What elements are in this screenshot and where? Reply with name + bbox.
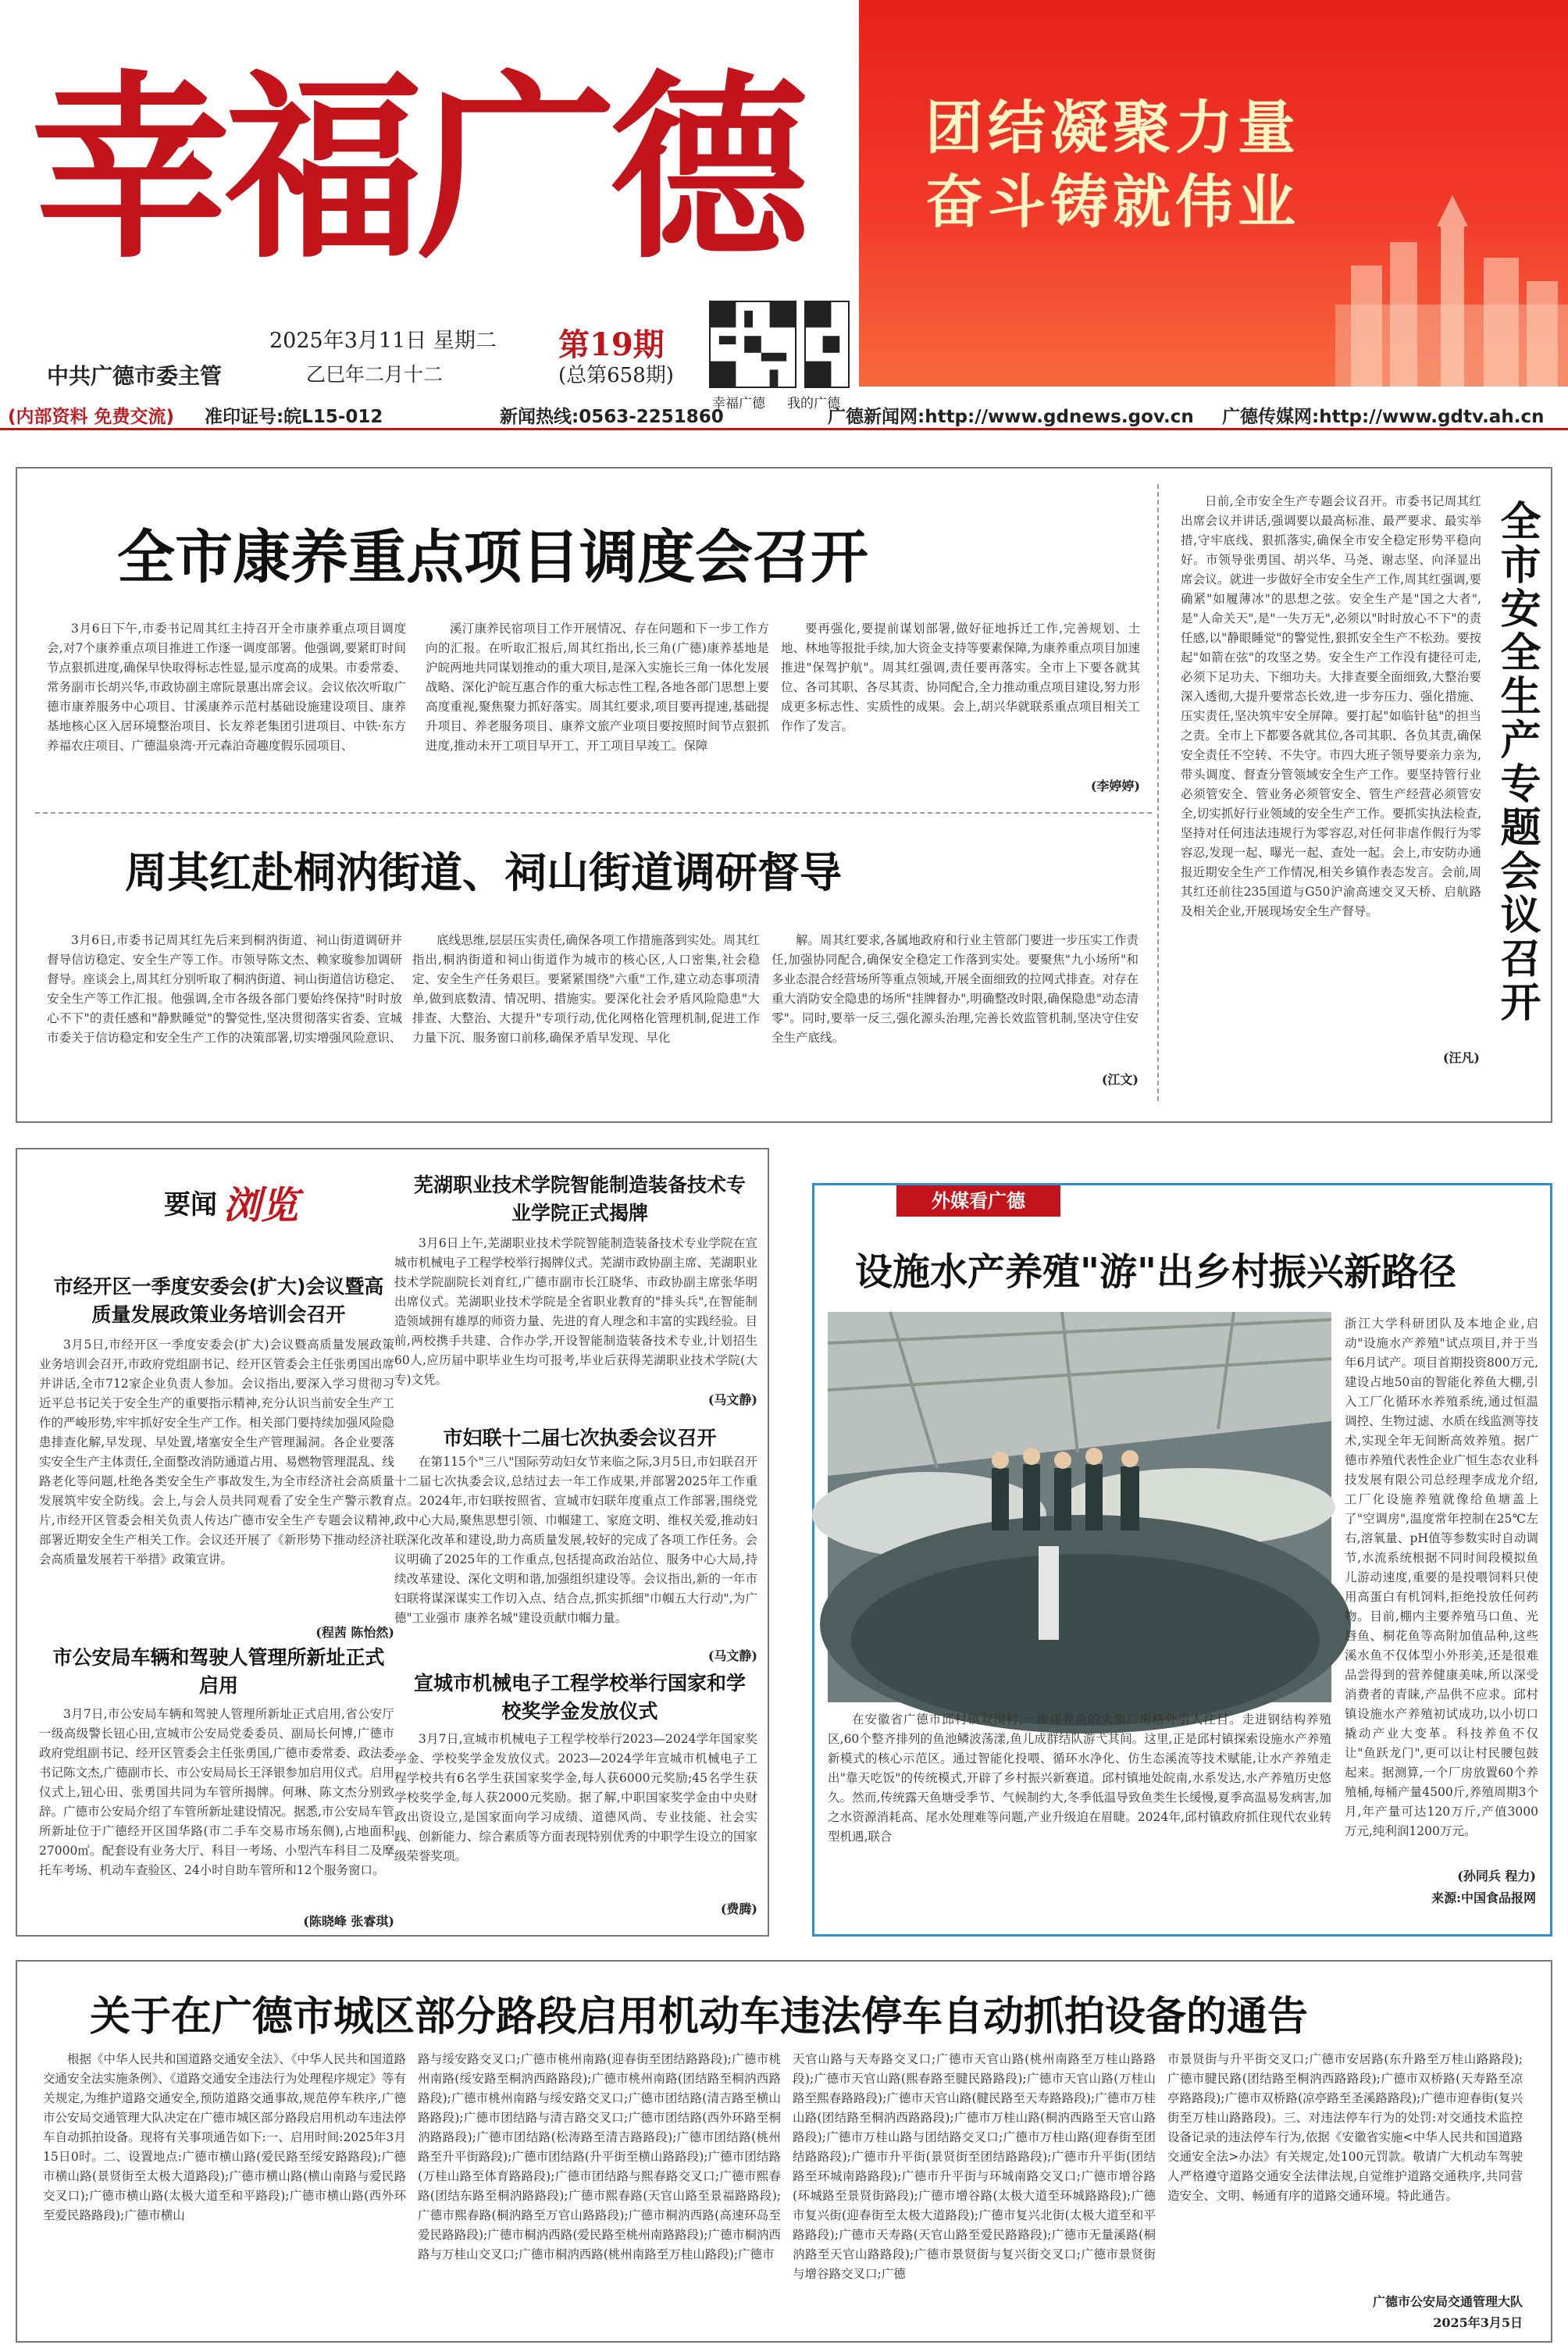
media-site-link[interactable]: 广德传媒网:http://www.gdtv.ah.cn: [1222, 407, 1545, 427]
fish-farm-photo: [828, 1312, 1331, 1702]
byline: (马文静): [707, 1648, 757, 1663]
distribution-note: (内部资料 免费交流): [8, 407, 175, 427]
brief-text: 3月5日,市经开区一季度安委会(扩大)会议暨高质量发展政策业务培训会召开,市政府党组副书记、经开区管委会主任张勇国出席并讲话,全市712家企业负责人参加。会议指出,要深入学习贯彻习近平总书记关于安全生产的重要指示精神,充分认识当前安全生产工作的严峻形势,牢牢抓好安全生产工作。相关部门要持续加强风险隐患排查化解,早发现、早处置,堵塞安全生产管理漏洞。各企业要落实安全生产主体责任,全面整改消防通道占用、易燃物管理混乱、线路老化等问题,杜绝各类安全生产事故发生,为全市经济社会高质量发展筑牢安全防线。会上,与会人员共同观看了安全生产警示教育片,市经开区管委会相关负责人传达广德市安全生产专题会议精神,部署近期安全生产相关工作。会议还开展了《新形势下推动经济社会高质量发展若干举措》政策宣讲。: [39, 1338, 394, 1566]
notice-headline: 关于在广德市城区部分路段启用机动车违法停车自动抓拍设备的通告: [90, 1994, 1309, 2040]
notice-column: 市景贤街与升平街交叉口;广德市安居路(东升路至万桂山路路段);广德市腱民路(团结路至桐汭西路路段);广德市双桥路(天寿路至凉亭路路段);广德市双桥路(凉亭路至圣溪路路段);广德市迎春街(复兴街至万桂山路路段)。三、对违法停车行为的处罚:对交通技术监控设备记录的违法停车行为,依据《安徽省实施<中华人民共和国道路交通安全法>办法》有关规定,处100元罚款。敬请广大机动车驾驶人严格遵守道路交通安全法律法规,自觉维护道路交通秩序,共同营造安全、文明、畅通有序的道路交通环境。特此通告。: [1167, 2052, 1523, 2203]
section-label-accent: 浏览: [223, 1184, 299, 1228]
article-column: 解。周其红要求,各属地政府和行业主管部门要进一步压实工作责任,加强协同配合,确保安全稳定工作落到实处。要聚焦"九小场所"和多业态混合经营场所等重点领域,开展全面细致的拉网式排查。对存在重大消防安全隐患的场所"挂牌督办",明确整改时限,确保隐患"动态清零"。同时,要举一反三,强化源头治理,完善长效监管机制,坚决守住安全生产底线。: [772, 933, 1139, 1045]
notice-issuer: 广德市公安局交通管理大队: [1372, 2294, 1523, 2309]
brief-headline: 市公安局车辆和驾驶人管理所新址正式启用: [52, 1646, 385, 1697]
article-headline: 全市康养重点项目调度会召开: [117, 524, 868, 591]
notice-column: 根据《中华人民共和国道路交通安全法》、《中华人民共和国道路交通安全法实施条例》、《道路交通安全违法行为处理程序规定》等有关规定,为维护道路交通安全,预防道路交通事故,规范停车秩序,广德市公安局交通管理大队决定在广德市城区部分路段启用机动车违法停车自动抓拍设备。现将有关事项通告如下:一、启用时间:2025年3月15日0时。二、设置地点:广德市横山路(爱民路至绥安路路段);广德市横山路(景贤街至太极大道路段);广德市横山路(横山南路与爱民路交叉口);广德市横山路(太极大道至和平路段);广德市横山路(西外环至爱民路路段);广德市横山: [43, 2052, 407, 2222]
issue-total: (总第658期): [558, 364, 674, 387]
news-site-link[interactable]: 广德新闻网:http://www.gdnews.gov.cn: [828, 407, 1194, 427]
brief-headline: 市妇联十二届七次执委会议召开: [443, 1427, 717, 1449]
newspaper-logo: [23, 43, 812, 285]
byline: (汪凡): [1442, 1050, 1480, 1065]
masthead: [0, 0, 1568, 412]
byline: (江文): [1101, 1072, 1139, 1087]
news-hotline: 新闻热线:0563-2251860: [500, 407, 724, 427]
article-column: 要再强化,要提前谋划部署,做好征地拆迁工作,完善规划、土地、林地等报批手续,加大资金支持等要素保障,为康养重点项目加速推进"保驾护航"。周其红强调,责任要再落实。全市上下要各就其位、各司其职、各尽其责、协同配合,全力推动重点项目建设,努力形成更多标志性、实质性的成果。会上,胡兴华就联系重点项目相关工作作了发言。: [781, 622, 1140, 733]
byline: (陈晓峰 张睿琪): [303, 1914, 394, 1929]
article-column: 日前,全市安全生产专题会议召开。市委书记周其红出席会议并讲话,强调要以最高标准、最严要求、最实举措,守牢底线、狠抓落实,确保全市安全稳定形势平稳向好。市领导张勇国、胡兴华、马尧、谢志坚、向泽显出席会议。就进一步做好全市安全生产工作,周其红强调,要确紧"如履薄冰"的思想之弦。安全生产是"国之大者",是"人命关天",是"一失万无",必须以"时时放心不下"的责任感,以"静眼睡觉"的警觉性,狠抓安全生产不松劲。要按起"如箭在弦"的攻坚之势。安全生产工作没有捷径可走,必须下足功夫、下细功夫。大排查要全面细致,大整治要深入透彻,大提升要常态长效,进一步夯压力、强化措施、压实责任,坚决筑牢安全屏障。要打起"如临针毡"的担当之责。全市上下都要各就其位,各司其职、各负其责,确保安全责任不空转、不失守。市四大班子领导要亲力亲为,带头调度、督查分管领域安全生产工作。要坚持管行业必须管安全、管业务必须管安全、管生产经营必须管安全,切实抓好行业领域的安全生产工作。要抓实执法检查,坚持对任何违法违规行为零容忍,对任何非虐作假行为零容忍,发现一起、曝光一起、查处一起。会上,市安防办通报近期安全生产工作情况,相关乡镇作表态发言。会前,周其红还前往235国道与G50沪渝高速交叉天桥、启航路及相关企业,开展现场安全生产督导。: [1181, 494, 1481, 918]
section-label: 要闻: [164, 1189, 217, 1221]
qr-code-icon[interactable]: [804, 301, 850, 388]
byline: (马文静): [707, 1392, 757, 1407]
brief-text: 3月7日,市公安局车辆和驾驶人管理所新址正式启用,省公安厅一级高级警长钮心田,宣城市公安局党委委员、副局长何博,广德市政府党组副书记、经开区管委会主任张勇国,广德市委常委、政法委书记陈文杰,广德副市长、市公安局局长王泽银参加启用仪式。启用仪式上,钮心田、张勇国共同为车管所揭牌。何琳、陈文杰分别致辞。广德市公安局介绍了车管所新址建设情况。据悉,市公安局车管所新址位于广德经开区国华路(市二手车交易市场东侧),占地面积27000㎡。配套设有业务大厅、科目一考场、小型汽车科目二及摩托车考场、机动车查验区、24小时自助车管所和12个服务窗口。: [39, 1707, 394, 1877]
info-bar: [0, 394, 1568, 430]
vertical-headline: 全市安全生产专题会议召开: [1493, 500, 1540, 1025]
qr-label: 幸福广德: [712, 396, 765, 412]
source-credit: 来源:中国食品报网: [1431, 1891, 1536, 1905]
issue-date: 2025年3月11日 星期二: [269, 329, 497, 353]
notice-column: 天官山路与天寿路交叉口;广德市天官山路(桃州南路至万桂山路路段);广德市天官山路(熙春路至腱民路路段);广德市天官山路(万桂山路至熙春路路段);广德市天官山路(腱民路至天寿路路段);广德市万桂山路(团结路至桐汭西路路段);广德市万桂山路(桐汭西路至天官山路路段);广德市万桂山路与团结路交叉口;广德市万桂山路(迎春街至团结路路段);广德市升平街(景贤街至团结路路段);广德市升平街(团结路至环城南路路段);广德市升平街与环城南路交叉口;广德市增谷路(环城路至景贤街路段);广德市增谷路(太极大道至环城路路段);广德市复兴街(迎春街至太极大道路段);广德市复兴北街(太极大道至和平路路段);广德市天寿路(天官山路至爱民路路段);广德市无量溪路(桐汭路至天官山路路段);广德市景贤街与复兴街交叉口;广德市景贤街与增谷路交叉口;广德: [793, 2052, 1156, 2281]
byline: (程茜 陈怡然): [315, 1625, 394, 1640]
article-headline: 周其红赴桐汭街道、祠山街道调研督导: [125, 848, 842, 897]
feature-text: 浙江大学科研团队及本地企业,启动"设施水产养殖"试点项目,并于当年6月试产。项目首期投资800万元,建设占地50亩的智能化养鱼大棚,引入工厂化循环水养殖系统,通过恒温调控、生物过滤、水质在线监测等技术,实现全年无间断高效养殖。据广德市养殖代表性企业广恒生态农业科技发展有限公司总经理李成龙介绍,工厂化设施养殖就像给鱼塘盖上了"空调房",温度常年控制在25℃左右,溶氧量、pH值等参数实时自动调节,水流系统根据不同时间段模拟鱼儿游动速度,重要的是投喂饲料只使用高蛋白有机饲料,拒绝投放任何药物。目前,棚内主要养殖马口鱼、光唇鱼、桐花鱼等高附加值品种,这些溪水鱼不仅体型小外形美,还是很难品尝得到的营养健康美味,所以深受消费者的青睐,产品供不应求。邱村镇设施水产养殖初试成功,以小切口撬动产业大变革。科技养鱼不仅让"鱼跃龙门",更可以让村民腰包鼓起来。据测算,一个厂房放置60个养殖桶,每桶产量4500斤,养殖周期3个月,年产量可达120万斤,产值3000万元,纯利润1200万元。: [1345, 1317, 1539, 1838]
section-tag: 外媒看广德: [896, 1185, 1060, 1217]
article-column: 3月6日,市委书记周其红先后来到桐汭街道、祠山街道调研并督导信访稳定、安全生产等工作。市领导陈文杰、赖家璇参加调研督导。座谈会上,周其红分别听取了桐汭街道、祠山街道信访稳定、安全生产等工作汇报。他强调,全市各级各部门要始终保持"时时放心不下"的责任感和"静默睡觉"的警觉性,坚决贯彻落实省委、宣城市委关于信访稳定和安全生产工作的决策部署,切实增强风险意识、: [47, 933, 402, 1045]
banner-line-2: 奋斗铸就伟业: [925, 169, 1300, 236]
brief-headline: 宣城市机械电子工程学校举行国家和学校奖学金发放仪式: [413, 1672, 746, 1723]
feature-text: 在安徽省广德市邱村镇双岗村,一座座养鱼的大型厂房格外引人注目。走进钢结构养殖区,60个整齐排列的鱼池鳞波荡漾,鱼儿成群结队游弋其间。这里,正是邱村镇探索设施水产养殖新模式的核心示范区。通过智能化投喂、循环水净化、仿生态溪流等技术赋能,让水产养殖走出"靠天吃饭"的传统模式,开辟了乡村振兴新赛道。邱村镇地处皖南,水系发达,水产养殖历史悠久。然而,传统露天鱼塘受季节、气候制约大,冬季低温导致鱼类生长缓慢,夏季高温易发病害,加之水资源消耗高、尾水处理难等问题,产业升级迫在眉睫。2024年,邱村镇政府抓住现代农业转型机遇,联合: [828, 1712, 1331, 1844]
article-column: 溪汀康养民宿项目工作开展情况、存在问题和下一步工作方向的汇报。在听取汇报后,周其红指出,长三角(广德)康养基地是沪皖两地共同谋划推动的重大项目,是深入实施长三角一体化发展战略、深化沪皖互惠合作的重大标志性工程,各地各部门思想上要高度重视,聚焦聚力抓好落实。周其红要求,项目要再提速,基础提升项目、养老服务项目、康养文旅产业项目要按照时间节点狠抓进度,推动未开工项目早开工、开工项目早竣工。保障: [426, 622, 769, 753]
article-column: 底线思维,层层压实责任,确保各项工作措施落到实处。周其红指出,桐汭街道和祠山街道作为城市的核心区,人口密集,社会稳定、安全生产任务艰巨。要紧紧围绕"六重"工作,建立动态事项清单,做到底数清、情况明、措施实。要深化社会矛盾风险隐患"大排查、大整治、大提升"专项行动,优化网格化管理机制,促进工作力量下沉、服务窗口前移,确保矛盾早发现、早化: [412, 933, 760, 1045]
feature-headline: 设施水产养殖"游"出乡村振兴新路径: [855, 1250, 1457, 1294]
notice-date: 2025年3月5日: [1433, 2315, 1523, 2330]
notice-column: 路与绥安路交叉口;广德市桃州南路(迎春街至团结路路段);广德市桃州南路(绥安路至桐汭西路路段);广德市桃州南路(团结路至桐汭西路路段);广德市桃州南路与绥安路交叉口;广德市团结路(清吉路至横山路路段);广德市团结路与清吉路交叉口;广德市团结路(西外环路至桐汭路路段);广德市团结路(松涛路至清吉路路段);广德市团结路(桃州路至升平街路段);广德市团结路(升平街至横山路路段);广德市团结路(万桂山路至体育路路段);广德市团结路与熙春路交叉口;广德市熙春路(团结东路至桐汭路路段);广德市熙春路(天官山路至景福路路段);广德市熙春路(桐汭路至万官山路路段);广德市桐汭西路(高速环岛至爱民路路段);广德市桐汭西路(爱民路至桃州南路路段);广德市桐汭西路与万桂山交叉口;广德市桐汭西路(桃州南路至万桂山路段);广德市: [418, 2052, 781, 2261]
byline: (李婷婷): [1090, 779, 1140, 793]
article-column: 3月6日下午,市委书记周其红主持召开全市康养重点项目调度会,对7个康养重点项目推进工作逐一调度部署。他强调,要紧盯时间节点狠抓进度,确保早快取得标志性显,显示度高的成果。市委常委、常务副市长胡兴华,市政协副主席阮景惠出席会议。会议依次听取广德市康养服务中心项目、甘溪康养示范村基础设施建设项目、康养基地核心区入居环境整治项目、长友养老集团引进项目、中铁·东方养福农庄项目、广德温泉湾·开元森泊奇趣度假乐园项目、: [47, 622, 406, 753]
brief-headline: 芜湖职业技术学院智能制造装备技术专业学院正式揭牌: [413, 1174, 746, 1224]
committee-label: 中共广德市委主管: [47, 363, 223, 389]
byline: (孙同兵 程力): [1457, 1869, 1536, 1883]
qr-code-icon[interactable]: [709, 301, 796, 388]
divider: [35, 812, 1152, 814]
logo-text: 幸福广德: [31, 52, 804, 286]
banner-line-1: 团结凝聚力量: [925, 94, 1300, 162]
issue-number: 第19期: [558, 326, 665, 363]
skyline-illustration: [1335, 180, 1568, 387]
slogan-banner: [859, 0, 1568, 387]
brief-headline: 市经开区一季度安委会(扩大)会议暨高质量发展政策业务培训会召开: [53, 1275, 384, 1326]
permit-number: 准印证号:皖L15-012: [205, 407, 383, 427]
qr-label: 我的广德: [787, 396, 840, 412]
brief-text: 3月6日上午,芜湖职业技术学院智能制造装备技术专业学院在宣城市机械电子工程学校举行揭牌仪式。芜湖市政协副主席、芜湖职业技术学院副院长刘育红,广德市副市长江晓华、市政协副主席张华明出席仪式。芜湖职业技术学院是全省职业教育的"排头兵",在智能制造领域拥有雄厚的师资力量、先进的育人理念和丰富的实践经验。目前,两校携手共建、合作办学,开设智能制造装备技术专业,计划招生60人,应历届中职毕业生均可报考,毕业后获得芜湖职业技术学院(大专)文凭。: [394, 1236, 758, 1387]
divider: [1157, 484, 1159, 1101]
brief-text: 3月7日,宣城市机械电子工程学校举行2023—2024学年国家奖学金、学校奖学金发放仪式。2023—2024学年宣城市机械电子工程学校共有6名学生获国家奖学金,每人获6000元奖励;45名学生获学校奖学金,每人获2000元奖励。据了解,中职国家奖学金由中央财政出资设立,是国家面向学习成绩、道德风尚、专业技能、社会实践、创新能力、综合素质等方面表现特别优秀的中职学生设立的国家级荣誉奖项。: [394, 1732, 758, 1863]
brief-text: 在第115个"三八"国际劳动妇女节来临之际,3月5日,市妇联召开十二届七次执委会议,总结过去一年工作成果,并部署2025年工作重点。2024年,市妇联按照省、宣城市妇联年度重点工作部署,围绕党政中心大局,聚焦思想引领、巾帼建工、家庭文明、维权关爱,推动妇联深化改革和建设,助力高质量发展,较好的完成了各项工作任务。会议明确了2025年的工作重点,包括提高政治站位、服务中心大局,持续改革建设、深化文明和谐,加强组织建设等。会议指出,新的一年市妇联将谋深谋实工作切入点、结合点,抓实抓细"巾帼五大行动",为广德"工业强市 康养名城"建设贡献巾帼力量。: [394, 1455, 757, 1625]
lunar-date: 乙巳年二月十二: [306, 363, 444, 386]
byline: (费腾): [720, 1901, 757, 1916]
